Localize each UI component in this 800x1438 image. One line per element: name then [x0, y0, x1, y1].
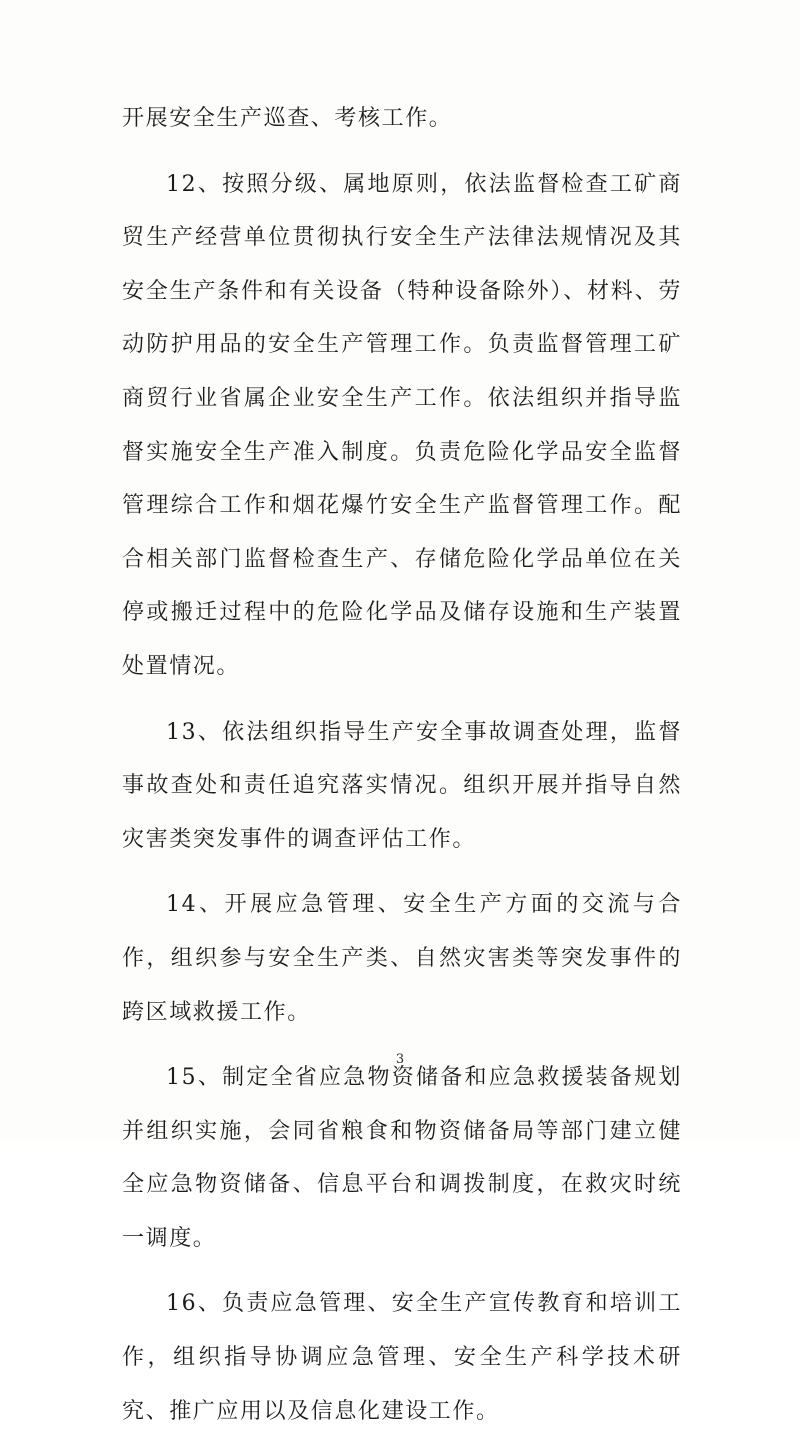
paragraph-13: 13、依法组织指导生产安全事故调查处理，监督事故查处和责任追究落实情况。组织开展并指导自然灾害类突发事件的调查评估工作。	[122, 719, 682, 852]
paragraph-15: 15、制定全省应急物资储备和应急救援装备规划并组织实施，会同省粮食和物资储备局等部门建立健全应急物资储备、信息平台和调拨制度，在救灾时统一调度。	[122, 1065, 682, 1251]
paragraph-16: 16、负责应急管理、安全生产宣传教育和培训工作，组织指导协调应急管理、安全生产科学技术研究、推广应用以及信息化建设工作。	[122, 1291, 682, 1424]
page-number: 3	[395, 1052, 405, 1067]
paragraph-12: 12、按照分级、属地原则，依法监督检查工矿商贸生产经营单位贯彻执行安全生产法律法规情况及其安全生产条件和有关设备（特种设备除外）、材料、劳动防护用品的安全生产管理工作。负责监督管理工矿商贸行业省属企业安全生产工作。依法组织并指导监督实施安全生产准入制度。负责危险化学品安全监督管理综合工作和烟花爆竹安全生产监督管理工作。配合相关部门监督检查生产、存储危险化学品单位在关停或搬迁过程中的危险化学品及储存设施和生产装置处置情况。	[122, 171, 682, 679]
document-body	[122, 92, 682, 1438]
continuation-line: 开展安全生产巡查、考核工作。	[122, 106, 453, 131]
paragraph-14: 14、开展应急管理、安全生产方面的交流与合作，组织参与安全生产类、自然灾害类等突发事件的跨区域救援工作。	[122, 892, 682, 1025]
